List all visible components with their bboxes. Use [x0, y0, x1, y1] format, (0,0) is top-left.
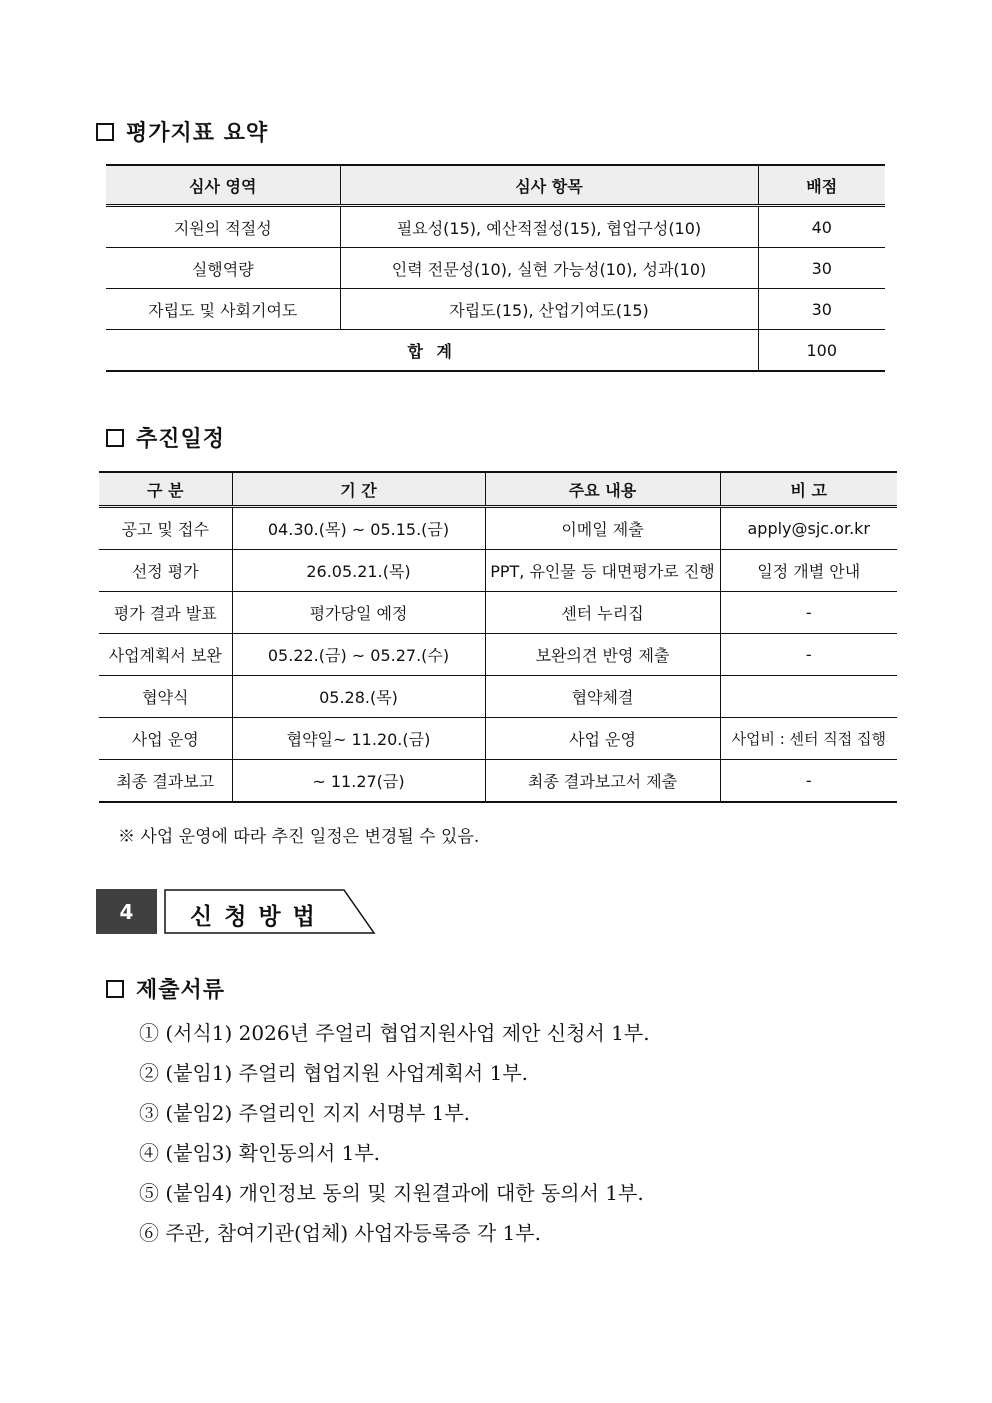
schedule-table-header	[99, 472, 897, 507]
schedule-cell: 최종 결과보고서 제출	[485, 760, 720, 803]
eval-cell: 30	[758, 289, 885, 330]
section-docs-heading	[106, 973, 225, 1004]
schedule-cell: 05.28.(목)	[232, 676, 485, 718]
eval-cell: 자립도 및 사회기여도	[106, 289, 340, 330]
list-item: ③ (붙임2) 주얼리인 지지 서명부 1부.	[139, 1101, 471, 1125]
schedule-header-note: 비 고	[720, 472, 897, 507]
eval-header-score: 배점	[758, 165, 885, 206]
schedule-cell: 평가당일 예정	[232, 592, 485, 634]
table-row	[99, 592, 897, 634]
schedule-cell: 05.22.(금) ~ 05.27.(수)	[232, 634, 485, 676]
section-eval-title: 평가지표 요약	[126, 120, 269, 146]
section-schedule-heading	[106, 422, 225, 453]
section4-title: 신청방법	[190, 904, 327, 930]
schedule-cell: -	[720, 634, 897, 676]
list-item: ① (서식1) 2026년 주얼리 협업지원사업 제안 신청서 1부.	[139, 1021, 650, 1045]
eval-table	[106, 164, 885, 372]
schedule-cell: 사업 운영	[99, 718, 232, 760]
eval-table-header	[106, 165, 885, 206]
checkbox-icon	[106, 980, 124, 998]
table-row	[99, 507, 897, 550]
schedule-cell: 협약일~ 11.20.(금)	[232, 718, 485, 760]
schedule-cell: -	[720, 760, 897, 803]
list-item: ② (붙임1) 주얼리 협업지원 사업계획서 1부.	[139, 1061, 528, 1085]
schedule-cell: 04.30.(목) ~ 05.15.(금)	[232, 507, 485, 550]
schedule-cell: 센터 누리집	[485, 592, 720, 634]
schedule-cell: 이메일 제출	[485, 507, 720, 550]
eval-cell: 30	[758, 248, 885, 289]
schedule-cell: 협약식	[99, 676, 232, 718]
eval-total-row	[106, 330, 885, 372]
schedule-cell: ~ 11.27(금)	[232, 760, 485, 803]
section-docs-title: 제출서류	[136, 977, 226, 1003]
schedule-cell: 일정 개별 안내	[720, 550, 897, 592]
table-row	[106, 206, 885, 248]
eval-header-area: 심사 영역	[106, 165, 340, 206]
schedule-cell: -	[720, 592, 897, 634]
schedule-cell: 공고 및 접수	[99, 507, 232, 550]
schedule-cell: 26.05.21.(목)	[232, 550, 485, 592]
docs-list	[139, 1013, 650, 1253]
section4-title-box	[164, 889, 376, 934]
section-eval-heading	[96, 116, 268, 147]
schedule-header-period: 기 간	[232, 472, 485, 507]
schedule-cell: PPT, 유인물 등 대면평가로 진행	[485, 550, 720, 592]
schedule-cell: 선정 평가	[99, 550, 232, 592]
schedule-cell: 보완의견 반영 제출	[485, 634, 720, 676]
list-item: ⑤ (붙임4) 개인정보 동의 및 지원결과에 대한 동의서 1부.	[139, 1181, 644, 1205]
schedule-cell: 최종 결과보고	[99, 760, 232, 803]
eval-total-value: 100	[758, 330, 885, 372]
schedule-cell: 사업 운영	[485, 718, 720, 760]
list-item: ④ (붙임3) 확인동의서 1부.	[139, 1141, 381, 1165]
section-schedule-title: 추진일정	[136, 426, 226, 452]
list-item: ⑥ 주관, 참여기관(업체) 사업자등록증 각 1부.	[139, 1221, 541, 1245]
checkbox-icon	[96, 123, 114, 141]
schedule-note: ※ 사업 운영에 따라 추진 일정은 변경될 수 있음.	[118, 827, 480, 847]
schedule-cell: 사업계획서 보완	[99, 634, 232, 676]
eval-cell: 지원의 적절성	[106, 206, 340, 248]
eval-cell: 필요성(15), 예산적절성(15), 협업구성(10)	[340, 206, 758, 248]
table-row	[106, 289, 885, 330]
table-row	[99, 676, 897, 718]
schedule-header-category: 구 분	[99, 472, 232, 507]
schedule-table	[99, 471, 897, 803]
eval-header-item: 심사 항목	[340, 165, 758, 206]
schedule-cell	[720, 676, 897, 718]
table-row	[99, 634, 897, 676]
section-number-badge: 4	[96, 889, 157, 934]
eval-cell: 인력 전문성(10), 실현 가능성(10), 성과(10)	[340, 248, 758, 289]
schedule-cell: 협약체결	[485, 676, 720, 718]
schedule-header-content: 주요 내용	[485, 472, 720, 507]
eval-cell: 자립도(15), 산업기여도(15)	[340, 289, 758, 330]
eval-cell: 40	[758, 206, 885, 248]
schedule-cell: apply@sjc.or.kr	[720, 507, 897, 550]
schedule-cell: 사업비 : 센터 직접 집행	[720, 718, 897, 760]
table-row	[106, 248, 885, 289]
checkbox-icon	[106, 429, 124, 447]
table-row	[99, 718, 897, 760]
schedule-cell: 평가 결과 발표	[99, 592, 232, 634]
table-row	[99, 760, 897, 803]
table-row	[99, 550, 897, 592]
eval-cell: 실행역량	[106, 248, 340, 289]
eval-total-label: 합 계	[106, 330, 758, 372]
